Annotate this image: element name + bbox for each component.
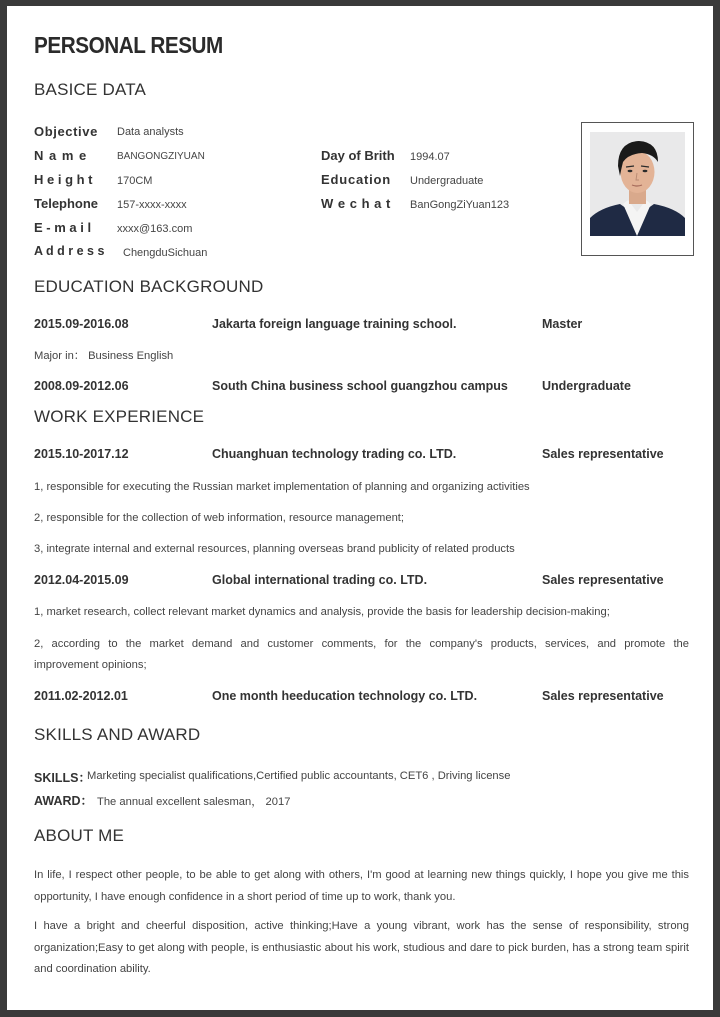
work-1-date: 2015.10-2017.12 (34, 447, 129, 461)
work-3-company: One month heeducation technology co. LTD. (212, 689, 478, 703)
work-1-role: Sales representative (542, 447, 664, 461)
profile-photo-illustration (590, 132, 685, 236)
work-1-duty-3: 3, integrate internal and external resources, planning overseas brand publicity of related products (34, 543, 515, 555)
wechat-value: BanGongZiYuan123 (410, 199, 510, 211)
height-label: H e i g h t (34, 172, 93, 187)
name-label: N a m e (34, 148, 87, 163)
skills-value: Marketing specialist qualifications,Certified public accountants, CET6 , Driving license (87, 770, 511, 782)
resume-page (7, 6, 713, 1010)
objective-value: Data analysts (117, 126, 184, 138)
skills-label: SKILLS： (34, 771, 91, 785)
wechat-label: W e c h a t (321, 196, 391, 211)
email-value: xxxx@163.com (117, 223, 193, 235)
section-basic-data: BASICE DATA (34, 80, 147, 99)
telephone-label: Telephone (34, 196, 99, 211)
education-2-date: 2008.09-2012.06 (34, 379, 129, 393)
about-paragraph-2: I have a bright and cheerful disposition, active thinking;Have a young vibrant, work has the sense of responsibility, strong organization;Easy to get along with people, is enthusiastic about his work, studious and dare to pick burden, has a strong team spirit and coordination ability. (34, 920, 689, 975)
work-1-duty-2: 2, responsible for the collection of web information, resource management; (34, 512, 405, 524)
section-about-me: ABOUT ME (34, 826, 125, 845)
education-2-school: South China business school guangzhou campus (212, 379, 508, 393)
work-1-company: Chuanghuan technology trading co. LTD. (212, 447, 457, 461)
email-label: E - m a i l (34, 220, 92, 235)
education-value: Undergraduate (410, 175, 484, 187)
work-1-duty-1: 1, responsible for executing the Russian market implementation of planning and organizing activities (34, 481, 530, 493)
work-3-date: 2011.02-2012.01 (34, 689, 128, 703)
work-2-duty-2: 2, according to the market demand and customer comments, for the company's products, services, and promote the (34, 638, 689, 650)
profile-photo (590, 132, 685, 236)
education-1-degree: Master (542, 317, 583, 331)
photo-frame (581, 122, 694, 256)
name-value: BANGONGZIYUAN (117, 151, 205, 162)
section-education: EDUCATION BACKGROUND (34, 277, 264, 296)
about-paragraph-1: In life, I respect other people, to be able to get along with others, I'm good at learning new things quickly, I hope you give me this opportunity, I have enough confidence in a short period of time up to work, thank you. (34, 869, 689, 903)
work-2-duty-1: 1, market research, collect relevant market dynamics and analysis, provide the basis for leadership decision-making; (34, 606, 610, 618)
education-1-school: Jakarta foreign language training school. (212, 317, 457, 331)
work-3-role: Sales representative (542, 689, 664, 703)
education-1-date: 2015.09-2016.08 (34, 317, 129, 331)
address-label: A d d r e s s (34, 244, 105, 258)
section-work-experience: WORK EXPERIENCE (34, 407, 205, 426)
birth-label: Day of Brith (321, 148, 395, 163)
education-label: Education (321, 172, 392, 187)
work-2-company: Global international trading co. LTD. (212, 573, 428, 587)
award-label: AWARD： (34, 794, 94, 808)
resume-title: PERSONAL RESUM (34, 32, 223, 58)
work-2-role: Sales representative (542, 573, 664, 587)
education-2-degree: Undergraduate (542, 379, 631, 393)
address-value: ChengduSichuan (123, 247, 208, 259)
award-value: The annual excellent salesman， 2017 (97, 796, 291, 808)
birth-value: 1994.07 (410, 151, 450, 163)
objective-label: Objective (34, 124, 98, 139)
height-value: 170CM (117, 175, 153, 187)
education-1-major: Major in： Business English (34, 350, 174, 362)
work-2-duty-3: improvement opinions; (34, 659, 147, 671)
work-2-date: 2012.04-2015.09 (34, 573, 129, 587)
section-skills-award: SKILLS AND AWARD (34, 725, 201, 744)
telephone-value: 157-xxxx-xxxx (117, 199, 187, 211)
